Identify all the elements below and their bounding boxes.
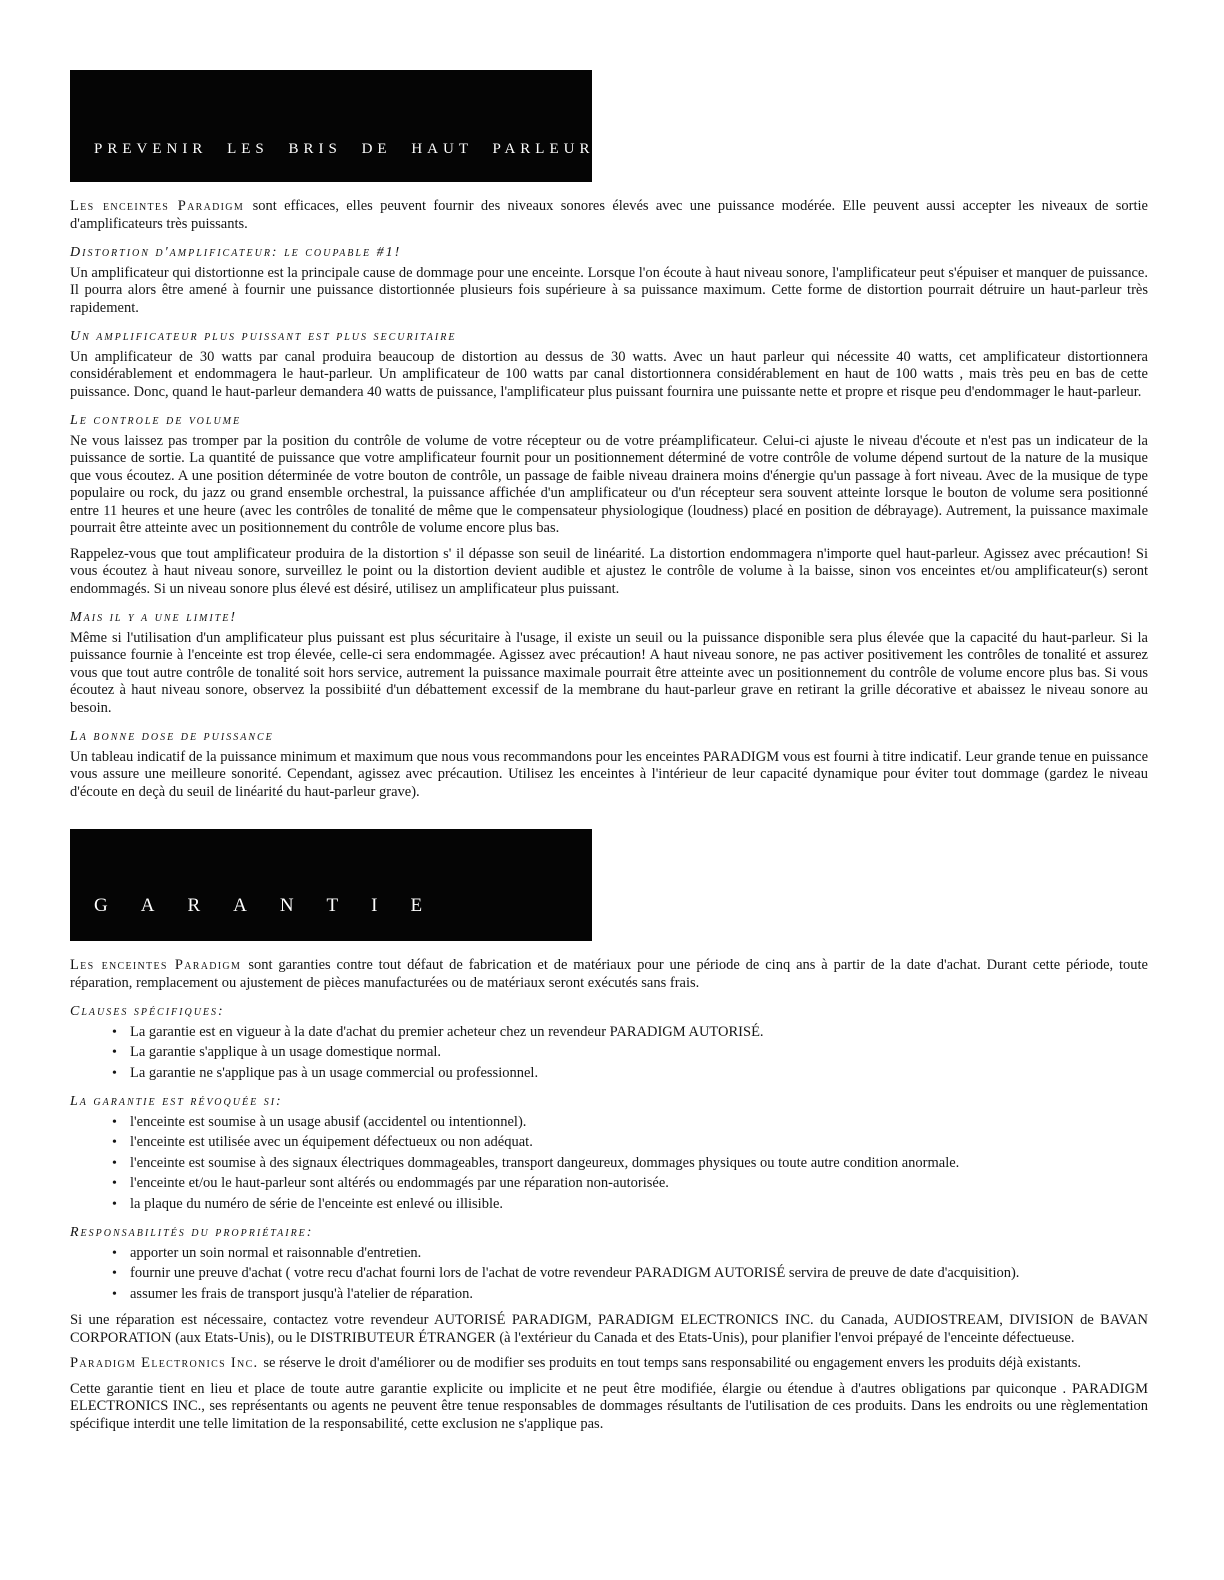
paragraph: Un tableau indicatif de la puissance minimum et maximum que nous vous recommandons pour les enceintes PARADIGM vous est fourni à titre indicatif. Leur grande tenue en puissance vous assure une meilleure sonorité. Cependant, agissez avec précaution. Utilisez les enceintes à l'intérieur de leur capacité dynamique pour éviter tout dommage (gardez le niveau d'écoute en deçà du seuil de linéarité du haut-parleur grave). [70, 748, 1148, 800]
bullet-item: • La garantie s'applique à un usage domestique normal. [112, 1044, 1148, 1062]
sub-heading: La bonne dose de puissance [70, 729, 274, 744]
section-content-garantie [70, 957, 1148, 1433]
sub-heading: La garantie est révoquée si: [70, 1094, 283, 1109]
bullet-item: • l'enceinte est soumise à des signaux électriques dommageables, transport dangeureux, dommages physiques ou toute autre condition anormale. [112, 1155, 1148, 1173]
banner-title-garantie: GARANTIE [94, 895, 456, 916]
paragraph: Un amplificateur qui distortionne est la principale cause de dommage pour une enceinte. Lorsque l'on écoute à haut niveau sonore, l'amplificateur peut s'épuiser et manquer de puissance. Il pourra alors être amené à fournir une puissance distortionnée plusieurs fois supérieure à sa puissance maximum. Cette forme de distortion pourrait détruire un haut-parleur très rapidement. [70, 264, 1148, 316]
sub-heading: Distortion d'amplificateur: le coupable #1! [70, 245, 402, 260]
paragraph: Rappelez-vous que tout amplificateur produira de la distortion s' il dépasse son seuil de linéarité. La distortion endommagera n'importe quel haut-parleur. Agissez avec précaution! Si vous écoutez à haut niveau sonore, surveillez le point ou la distortion devient audible et ajustez le contrôle de volume à la baisse, sinon vos enceintes et/ou amplificateur(s) seront endommagés. Si un niveau sonore plus élevé est désiré, utilisez un amplificateur plus puissant. [70, 545, 1148, 597]
paragraph: Les enceintes Paradigm sont garanties contre tout défaut de fabrication et de matériaux pour une période de cinq ans à partir de la date d'achat. Durant cette période, toute réparation, remplacement ou ajustement de pièces manufacturées ou de matériaux seront exécutés sans frais. [70, 957, 1148, 991]
bullet-list [70, 1114, 1148, 1214]
paragraph: Si une réparation est nécessaire, contactez votre revendeur AUTORISÉ PARADIGM, PARADIGM ELECTRONICS INC. du Canada, AUDIOSTREAM, DIVISION de BAVAN CORPORATION (aux Etats-Unis), ou le DISTRIBUTEUR ÉTRANGER (à l'extérieur du Canada et des Etats-Unis), pour planifier l'envoi prépayé de l'enceinte défectueuse. [70, 1312, 1148, 1346]
lead-small-caps: Les enceintes Paradigm [70, 198, 253, 214]
paragraph: Cette garantie tient en lieu et place de toute autre garantie explicite ou implicite et ne peut être modifiée, élargie ou étendue à d'autres obligations par quiconque . PARADIGM ELECTRONICS INC., ses représentants ou agents ne peuvent être tenue responsables de dommages résultants de l'utilisation de ces produits. Dans les endroits ou une règlementation spécifique interdit une telle limitation de la responsabilité, cette exclusion ne s'applique pas. [70, 1380, 1148, 1432]
sub-heading: Clauses spécifiques: [70, 1004, 225, 1019]
bullet-item: • l'enceinte est utilisée avec un équipement défectueux ou non adéquat. [112, 1134, 1148, 1152]
bullet-item: • la plaque du numéro de série de l'enceinte est enlevé ou illisible. [112, 1196, 1148, 1214]
section-garantie [70, 829, 1148, 1433]
paragraph: Les enceintes Paradigm sont efficaces, elles peuvent fournir des niveaux sonores élevés avec une puissance modérée. Elle peuvent aussi accepter les niveaux de sortie d'amplificateurs très puissants. [70, 198, 1148, 232]
banner-title-prevenir: PREVENIR LES BRIS DE HAUT PARLEUR [94, 141, 595, 157]
bullet-item: • fournir une preuve d'achat ( votre recu d'achat fourni lors de l'achat de votre revendeur PARADIGM AUTORISÉ servira de preuve de date d'acquisition). [112, 1265, 1148, 1283]
banner-garantie [70, 829, 592, 941]
bullet-item: • l'enceinte et/ou le haut-parleur sont altérés ou endommagés par une réparation non-autorisée. [112, 1175, 1148, 1193]
lead-small-caps: Les enceintes Paradigm [70, 957, 249, 973]
bullet-item: • l'enceinte est soumise à un usage abusif (accidentel ou intentionnel). [112, 1114, 1148, 1132]
bullet-item: • La garantie ne s'applique pas à un usage commercial ou professionnel. [112, 1065, 1148, 1083]
section-content-prevenir [70, 198, 1148, 801]
bullet-list [70, 1245, 1148, 1304]
paragraph: Un amplificateur de 30 watts par canal produira beaucoup de distortion au dessus de 30 watts. Avec un haut parleur qui nécessite 40 watts, cet amplificateur distortionnera considérablement et endommagera le haut-parleur. Un amplificateur de 100 watts par canal distortionnera considérablement en haut de 100 watts , mais très peu en bas de cette puissance. Donc, quand le haut-parleur demandera 40 watts de puissance, l'amplificateur plus puissant fournira une puissante nette et propre et risque peu d'endommager le haut-parleur. [70, 348, 1148, 400]
bullet-item: • apporter un soin normal et raisonnable d'entretien. [112, 1245, 1148, 1263]
sub-heading: Le controle de volume [70, 413, 242, 428]
bullet-item: • La garantie est en vigueur à la date d'achat du premier acheteur chez un revendeur PARADIGM AUTORISÉ. [112, 1024, 1148, 1042]
section-prevenir-les-bris [70, 70, 1148, 801]
sub-heading: Responsabilités du propriétaire: [70, 1225, 314, 1240]
paragraph: Ne vous laissez pas tromper par la position du contrôle de volume de votre récepteur ou de votre préamplificateur. Celui-ci ajuste le niveau d'écoute et n'est pas un indicateur de la puissance de sortie. La quantité de puissance que votre amplificateur fournit pour un positionnement déterminé de votre contrôle de volume dépend surtout de la nature de la musique que vous écoutez. A une position déterminée de votre bouton de contrôle, un passage de faible niveau drainera moins d'énergie qu'un passage à fort niveau. Avec de la musique de type populaire ou rock, du jazz ou grand ensemble orchestral, la puissance affichée d'un amplificateur ou d'un récepteur sera souvent atteinte lorsque le bouton de volume sera positionné entre 11 heures et une heure (avec les contrôles de tonalité de même que le compensateur physiologique (loudness) placé en position de débrayage). Autrement, la puissance maximale pourrait être atteinte avec un positionnement du contrôle de volume encore plus bas. [70, 432, 1148, 536]
banner-prevenir-les-bris [70, 70, 595, 182]
sub-heading: Un amplificateur plus puissant est plus securitaire [70, 329, 457, 344]
paragraph: Même si l'utilisation d'un amplificateur plus puissant est plus sécuritaire à l'usage, il existe un seuil ou la puissance disponible sera plus élevée que la capacité du haut-parleur. Si la puissance fournie à l'enceinte est trop élevée, celle-ci sera endommagée. Agissez avec précaution! A haut niveau sonore, ne pas activer positivement les contrôles de tonalité et assurez vous que tout autre contrôle de tonalité soit hors service, autrement la puissance maximale pourrait être atteinte avec un positionnement du contrôle de volume encore plus bas. Si vous écoutez à haut niveau sonore, observez la possibiité d'un débattement excessif de la membrane du haut-parleur grave en retirant la grille décorative et abaissez le niveau sonore au besoin. [70, 629, 1148, 716]
sub-heading: Mais il y a une limite! [70, 610, 238, 625]
paragraph: Paradigm Electronics Inc. se réserve le droit d'améliorer ou de modifier ses produits en tout temps sans responsabilité ou engagement envers les produits déjà existants. [70, 1355, 1082, 1371]
bullet-item: • assumer les frais de transport jusqu'à l'atelier de réparation. [112, 1286, 1148, 1304]
bullet-list [70, 1024, 1148, 1083]
lead-small-caps: Paradigm Electronics Inc. [70, 1355, 264, 1371]
